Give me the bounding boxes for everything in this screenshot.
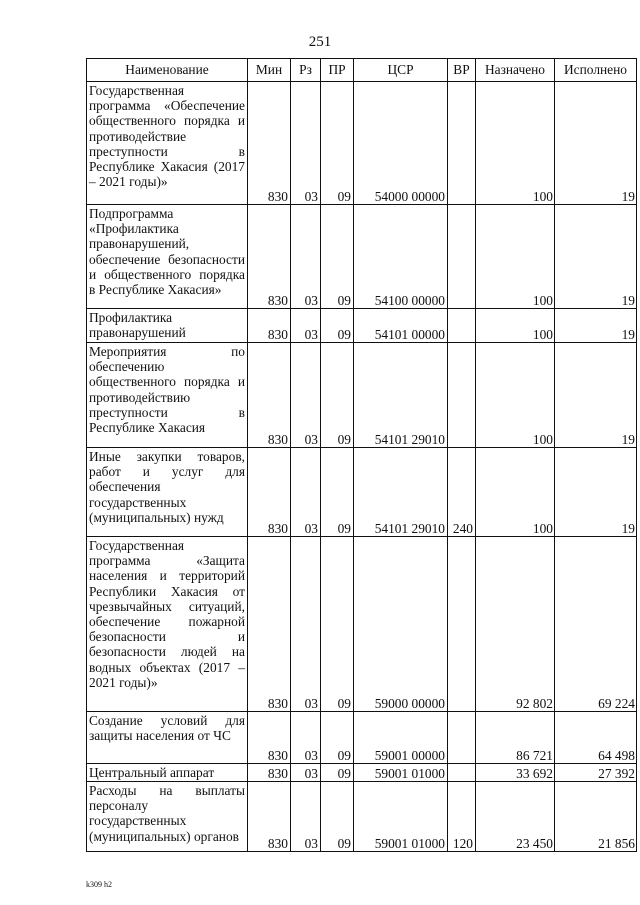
row-name: Мероприятия по обеспечению общественного порядка и противодействию преступности в Республике Хакасия	[87, 343, 248, 448]
header-name: Наименование	[87, 59, 248, 82]
row-vr	[448, 343, 476, 448]
row-min: 830	[248, 537, 291, 712]
row-executed: 21 856	[555, 782, 637, 852]
row-name: Государственная программа «Защита населения и территорий Республики Хакасия от чрезвычайных ситуаций, обеспечение пожарной безопасности и безопасности людей на водных объектах (2017 – 2021 годы)»	[87, 537, 248, 712]
header-pr: ПР	[321, 59, 354, 82]
row-pr: 09	[321, 82, 354, 205]
table-row	[87, 448, 637, 537]
row-executed: 69 224	[555, 537, 637, 712]
header-csr: ЦСР	[354, 59, 448, 82]
table-row	[87, 309, 637, 343]
row-assigned: 33 692	[476, 764, 555, 782]
row-name: Создание условий для защиты населения от ЧС	[87, 712, 248, 764]
row-assigned: 100	[476, 205, 555, 309]
table-row	[87, 205, 637, 309]
row-csr: 59001 01000	[354, 764, 448, 782]
row-pr: 09	[321, 782, 354, 852]
table-row	[87, 782, 637, 852]
row-min: 830	[248, 782, 291, 852]
table-row	[87, 537, 637, 712]
row-min: 830	[248, 309, 291, 343]
row-min: 830	[248, 712, 291, 764]
footer-code: k309 h2	[86, 880, 112, 889]
row-executed: 19	[555, 205, 637, 309]
row-vr	[448, 205, 476, 309]
row-rz: 03	[291, 343, 321, 448]
row-executed: 19	[555, 448, 637, 537]
table-row	[87, 764, 637, 782]
row-name: Центральный аппарат	[87, 764, 248, 782]
row-min: 830	[248, 343, 291, 448]
row-pr: 09	[321, 205, 354, 309]
row-executed: 27 392	[555, 764, 637, 782]
row-rz: 03	[291, 712, 321, 764]
row-rz: 03	[291, 82, 321, 205]
row-rz: 03	[291, 764, 321, 782]
table-row	[87, 712, 637, 764]
row-min: 830	[248, 82, 291, 205]
row-pr: 09	[321, 448, 354, 537]
row-name: Расходы на выплаты персоналу государственных (муниципальных) органов	[87, 782, 248, 852]
row-rz: 03	[291, 537, 321, 712]
row-min: 830	[248, 205, 291, 309]
row-assigned: 100	[476, 343, 555, 448]
row-pr: 09	[321, 309, 354, 343]
row-executed: 19	[555, 309, 637, 343]
row-min: 830	[248, 448, 291, 537]
header-min: Мин	[248, 59, 291, 82]
row-assigned: 100	[476, 448, 555, 537]
row-assigned: 92 802	[476, 537, 555, 712]
header-rz: Рз	[291, 59, 321, 82]
row-pr: 09	[321, 537, 354, 712]
row-executed: 64 498	[555, 712, 637, 764]
table-row	[87, 343, 637, 448]
row-executed: 19	[555, 343, 637, 448]
header-assigned: Назначено	[476, 59, 555, 82]
header-executed: Исполнено	[555, 59, 637, 82]
table-row	[87, 82, 637, 205]
row-rz: 03	[291, 205, 321, 309]
budget-table	[86, 58, 637, 852]
row-vr: 240	[448, 448, 476, 537]
row-csr: 54101 29010	[354, 343, 448, 448]
row-name: Иные закупки товаров, работ и услуг для обеспечения государственных (муниципальных) нужд	[87, 448, 248, 537]
row-csr: 59001 00000	[354, 712, 448, 764]
row-name: Государственная программа «Обеспечение общественного порядка и противодействие преступности в Республике Хакасия (2017 – 2021 годы)»	[87, 82, 248, 205]
row-assigned: 100	[476, 309, 555, 343]
page-number: 251	[308, 34, 332, 50]
row-pr: 09	[321, 343, 354, 448]
row-vr	[448, 764, 476, 782]
row-csr: 59001 01000	[354, 782, 448, 852]
row-pr: 09	[321, 764, 354, 782]
row-vr	[448, 82, 476, 205]
row-vr	[448, 712, 476, 764]
row-rz: 03	[291, 782, 321, 852]
row-csr: 54100 00000	[354, 205, 448, 309]
row-assigned: 100	[476, 82, 555, 205]
row-min: 830	[248, 764, 291, 782]
table-header-row	[87, 59, 637, 82]
row-rz: 03	[291, 448, 321, 537]
row-rz: 03	[291, 309, 321, 343]
row-vr	[448, 537, 476, 712]
row-executed: 19	[555, 82, 637, 205]
row-csr: 59000 00000	[354, 537, 448, 712]
row-name: Профилактика правонарушений	[87, 309, 248, 343]
header-vr: ВР	[448, 59, 476, 82]
row-csr: 54000 00000	[354, 82, 448, 205]
row-vr: 120	[448, 782, 476, 852]
row-pr: 09	[321, 712, 354, 764]
row-csr: 54101 29010	[354, 448, 448, 537]
row-csr: 54101 00000	[354, 309, 448, 343]
row-assigned: 23 450	[476, 782, 555, 852]
row-name: Подпрограмма «Профилактика правонарушений, обеспечение безопасности и общественного порядка в Республике Хакасия»	[87, 205, 248, 309]
row-assigned: 86 721	[476, 712, 555, 764]
row-vr	[448, 309, 476, 343]
